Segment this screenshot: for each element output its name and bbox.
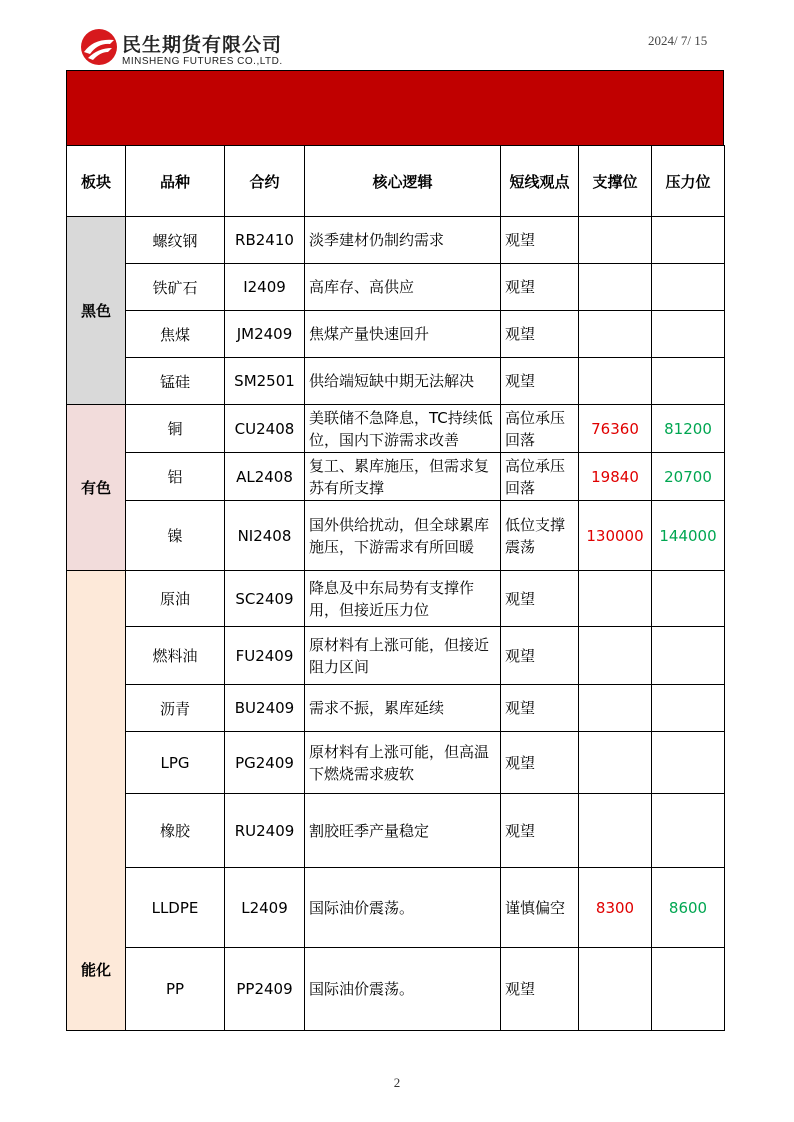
futures-view-table [66,145,725,1031]
view-cell: 高位承压回落 [501,405,579,453]
product-cell: 橡胶 [126,794,225,868]
logic-cell: 国际油价震荡。 [305,868,501,948]
view-cell: 观望 [501,571,579,627]
logic-cell: 国际油价震荡。 [305,948,501,1031]
product-cell: 沥青 [126,685,225,732]
table-row [67,405,725,453]
logic-cell: 美联储不急降息，TC持续低位，国内下游需求改善 [305,405,501,453]
resistance-cell: 144000 [652,501,725,571]
resistance-cell [652,217,725,264]
resistance-cell [652,571,725,627]
resistance-cell [652,794,725,868]
table-row [67,264,725,311]
logic-cell: 降息及中东局势有支撑作用，但接近压力位 [305,571,501,627]
col-header-sector: 板块 [67,146,126,217]
sector-cell-black: 黑色 [67,217,126,405]
product-cell: 原油 [126,571,225,627]
logic-cell: 高库存、高供应 [305,264,501,311]
table-row [67,571,725,627]
view-cell: 谨慎偏空 [501,868,579,948]
support-cell [579,311,652,358]
view-cell: 低位支撑震荡 [501,501,579,571]
table-row [67,453,725,501]
view-cell: 观望 [501,948,579,1031]
contract-cell: I2409 [225,264,305,311]
product-cell: 铁矿石 [126,264,225,311]
resistance-cell [652,685,725,732]
minsheng-logo-icon [80,28,118,66]
table-row [67,794,725,868]
support-cell: 130000 [579,501,652,571]
view-cell: 观望 [501,685,579,732]
table-row [67,868,725,948]
contract-cell: SM2501 [225,358,305,405]
resistance-cell [652,264,725,311]
resistance-cell [652,948,725,1031]
contract-cell: SC2409 [225,571,305,627]
table-row [67,501,725,571]
sector-cell-energy [67,571,126,1031]
contract-cell: PP2409 [225,948,305,1031]
logic-cell: 割胶旺季产量稳定 [305,794,501,868]
support-cell [579,217,652,264]
view-cell: 观望 [501,311,579,358]
view-cell: 观望 [501,217,579,264]
resistance-cell: 8600 [652,868,725,948]
contract-cell: NI2408 [225,501,305,571]
product-cell: 铜 [126,405,225,453]
logic-cell: 焦煤产量快速回升 [305,311,501,358]
resistance-cell [652,732,725,794]
table-row [67,948,725,1031]
col-header-logic: 核心逻辑 [305,146,501,217]
support-cell [579,571,652,627]
sector-label-energy: 能化 [80,960,111,979]
view-cell: 观望 [501,794,579,868]
product-cell: 燃料油 [126,627,225,685]
logic-cell: 淡季建材仍制约需求 [305,217,501,264]
contract-cell: RB2410 [225,217,305,264]
table-row [67,685,725,732]
support-cell [579,732,652,794]
contract-cell: RU2409 [225,794,305,868]
view-cell: 观望 [501,732,579,794]
logic-cell: 原材料有上涨可能，但高温下燃烧需求疲软 [305,732,501,794]
resistance-cell [652,627,725,685]
table-header-row [67,146,725,217]
support-cell [579,948,652,1031]
product-cell: 螺纹钢 [126,217,225,264]
product-cell: LPG [126,732,225,794]
table-row [67,358,725,405]
support-cell: 8300 [579,868,652,948]
page-number: 2 [393,1075,401,1090]
col-header-view: 短线观点 [501,146,579,217]
logic-cell: 原材料有上涨可能，但接近阻力区间 [305,627,501,685]
company-logo [80,26,320,72]
table-row [67,217,725,264]
view-cell: 观望 [501,358,579,405]
contract-cell: FU2409 [225,627,305,685]
resistance-cell: 20700 [652,453,725,501]
view-cell: 观望 [501,264,579,311]
contract-cell: L2409 [225,868,305,948]
support-cell [579,358,652,405]
logic-cell: 国外供给扰动，但全球累库施压，下游需求有所回暖 [305,501,501,571]
resistance-cell [652,311,725,358]
contract-cell: BU2409 [225,685,305,732]
view-cell: 观望 [501,627,579,685]
company-name-cn: 民生期货有限公司 [122,34,283,56]
product-cell: PP [126,948,225,1031]
col-header-contract: 合约 [225,146,305,217]
contract-cell: JM2409 [225,311,305,358]
table-row [67,627,725,685]
contract-cell: AL2408 [225,453,305,501]
sector-cell-nonferrous: 有色 [67,405,126,571]
table-row [67,732,725,794]
logic-cell: 需求不振，累库延续 [305,685,501,732]
contract-cell: CU2408 [225,405,305,453]
support-cell [579,627,652,685]
col-header-support: 支撑位 [579,146,652,217]
support-cell [579,685,652,732]
col-header-product: 品种 [126,146,225,217]
resistance-cell [652,358,725,405]
logic-cell: 复工、累库施压，但需求复苏有所支撑 [305,453,501,501]
title-banner [66,70,724,146]
support-cell: 19840 [579,453,652,501]
logic-cell: 供给端短缺中期无法解决 [305,358,501,405]
product-cell: 铝 [126,453,225,501]
product-cell: LLDPE [126,868,225,948]
company-name-en: MINSHENG FUTURES CO.,LTD. [122,56,283,67]
col-header-resistance: 压力位 [652,146,725,217]
contract-cell: PG2409 [225,732,305,794]
product-cell: 镍 [126,501,225,571]
support-cell [579,794,652,868]
resistance-cell: 81200 [652,405,725,453]
product-cell: 锰硅 [126,358,225,405]
report-date: 2024/ 7/ 15 [648,33,708,48]
support-cell: 76360 [579,405,652,453]
table-row [67,311,725,358]
product-cell: 焦煤 [126,311,225,358]
view-cell: 高位承压回落 [501,453,579,501]
support-cell [579,264,652,311]
